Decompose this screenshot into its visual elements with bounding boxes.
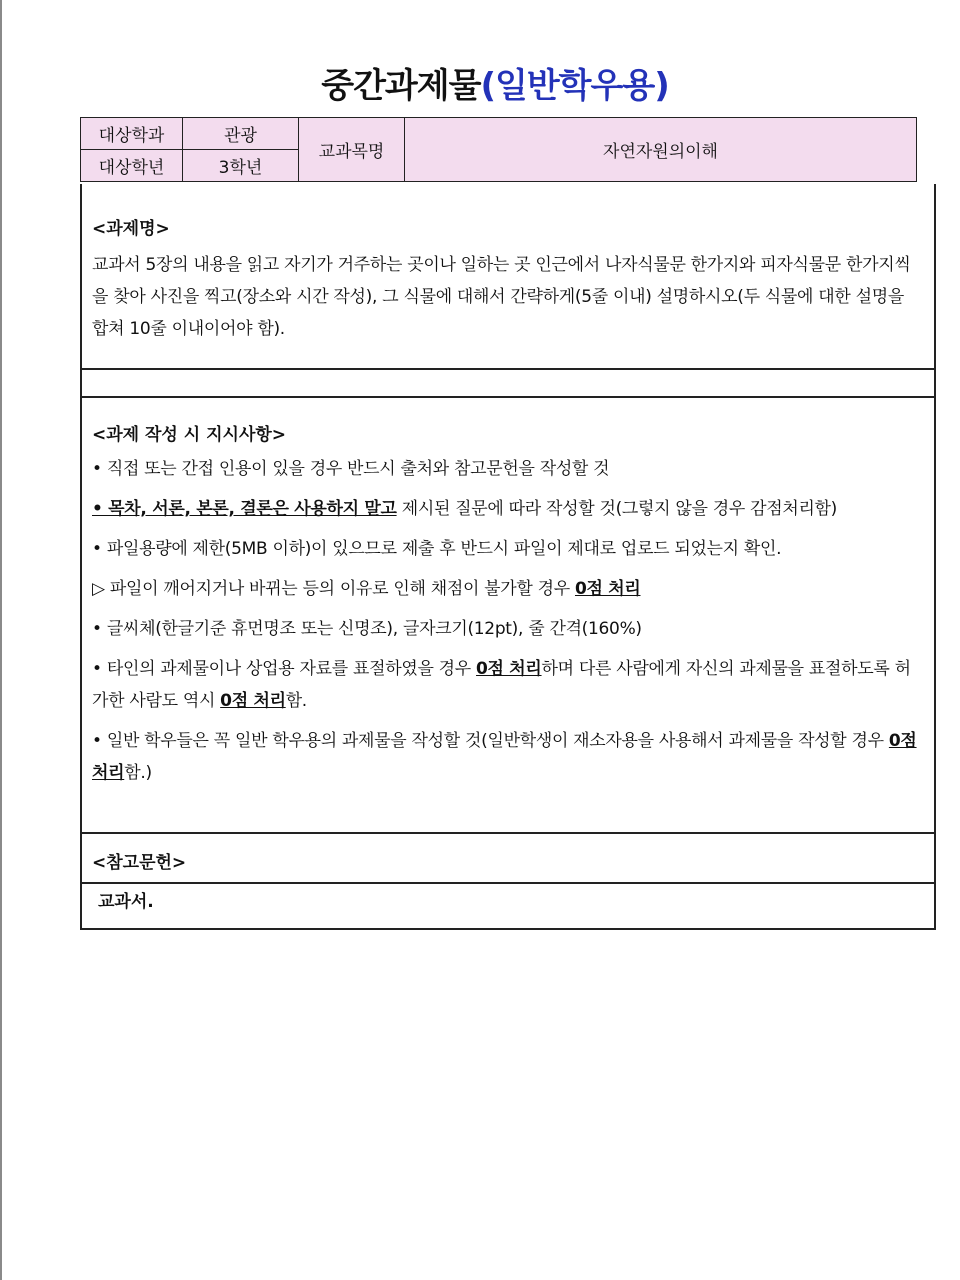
instruction-item-7-text: • 일반 학우들은 꼭 일반 학우용의 과제물을 작성할 것(일반학생이 재소자용을 사용해서 과제물을 작성할 경우: [92, 731, 889, 751]
instruction-item-2-rest: 제시된 질문에 따라 작성할 것(그렇지 않을 경우 감점처리함): [396, 499, 838, 519]
year-value: 3학년: [183, 150, 299, 182]
references-section: [80, 832, 936, 930]
instruction-item-1: • 직접 또는 간접 인용이 있을 경우 반드시 출처와 참고문헌을 작성할 것: [92, 459, 610, 479]
instruction-item-3: • 파일용량에 제한(5MB 이하)이 있으므로 제출 후 반드시 파일이 제대로 업로드 되었는지 확인.: [92, 539, 782, 559]
assignment-text: 교과서 5장의 내용을 읽고 자기가 거주하는 곳이나 일하는 곳 인근에서 나자식물문 한가지와 피자식물문 한가지씩을 찾아 사진을 찍고(장소와 시간 작성), 그 식물에 대해서 간략하게(5줄 이내) 설명하시오(두 식물에 대한 설명을 합쳐 10줄 이내이어야 함).: [92, 255, 911, 339]
instruction-item-4-text: ▷ 파일이 깨어지거나 바뀌는 등의 이유로 인해 채점이 불가할 경우: [92, 579, 575, 599]
instruction-item-2-emphasis: • 목차, 서론, 본론, 결론은 사용하지 말고: [92, 499, 397, 519]
instruction-item-4-emphasis: 0점 처리: [574, 579, 641, 599]
instruction-item-6-emphasis-1: 0점 처리: [476, 659, 542, 679]
instructions-section: [80, 368, 936, 884]
instruction-item-7: [92, 725, 924, 789]
instruction-item-6-mid: 하며 다른 사람에게 자신의 과제물을 표절하도록 허가한 사람도 역시: [92, 659, 911, 711]
instruction-item-6-end: 함.: [285, 691, 307, 711]
instruction-item-6-text: • 타인의 과제물이나 상업용 자료를 표절하였을 경우: [92, 659, 477, 679]
instruction-item-6: [92, 653, 924, 717]
course-label: 교과목명: [299, 118, 405, 182]
instruction-item-6-emphasis-2: 0점 처리: [220, 691, 286, 711]
references-heading: <참고문헌>: [92, 853, 187, 873]
instruction-item-4: [92, 573, 924, 605]
dept-value: 관광: [183, 118, 299, 150]
title-sub: (일반학우용): [480, 66, 669, 106]
instructions-heading: <과제 작성 시 지시사항>: [92, 425, 287, 445]
header-table: [80, 117, 917, 182]
instruction-item-7-end: 함.): [124, 763, 152, 783]
instruction-item-5: • 글씨체(한글기준 휴먼명조 또는 신명조), 글자크기(12pt), 줄 간격(160%): [92, 619, 642, 639]
page-left-border: [0, 0, 2, 1280]
references-text: 교과서.: [98, 892, 154, 912]
instruction-item-7-emphasis: 0점 처리: [92, 731, 917, 783]
course-value: 자연자원의이해: [405, 118, 917, 182]
title-main: 중간과제물: [321, 66, 481, 106]
year-label: 대상학년: [81, 150, 183, 182]
instruction-item-2: [92, 493, 924, 525]
dept-label: 대상학과: [81, 118, 183, 150]
assignment-heading: <과제명>: [92, 219, 170, 239]
assignment-section: [80, 184, 936, 398]
page-title: [0, 58, 960, 107]
